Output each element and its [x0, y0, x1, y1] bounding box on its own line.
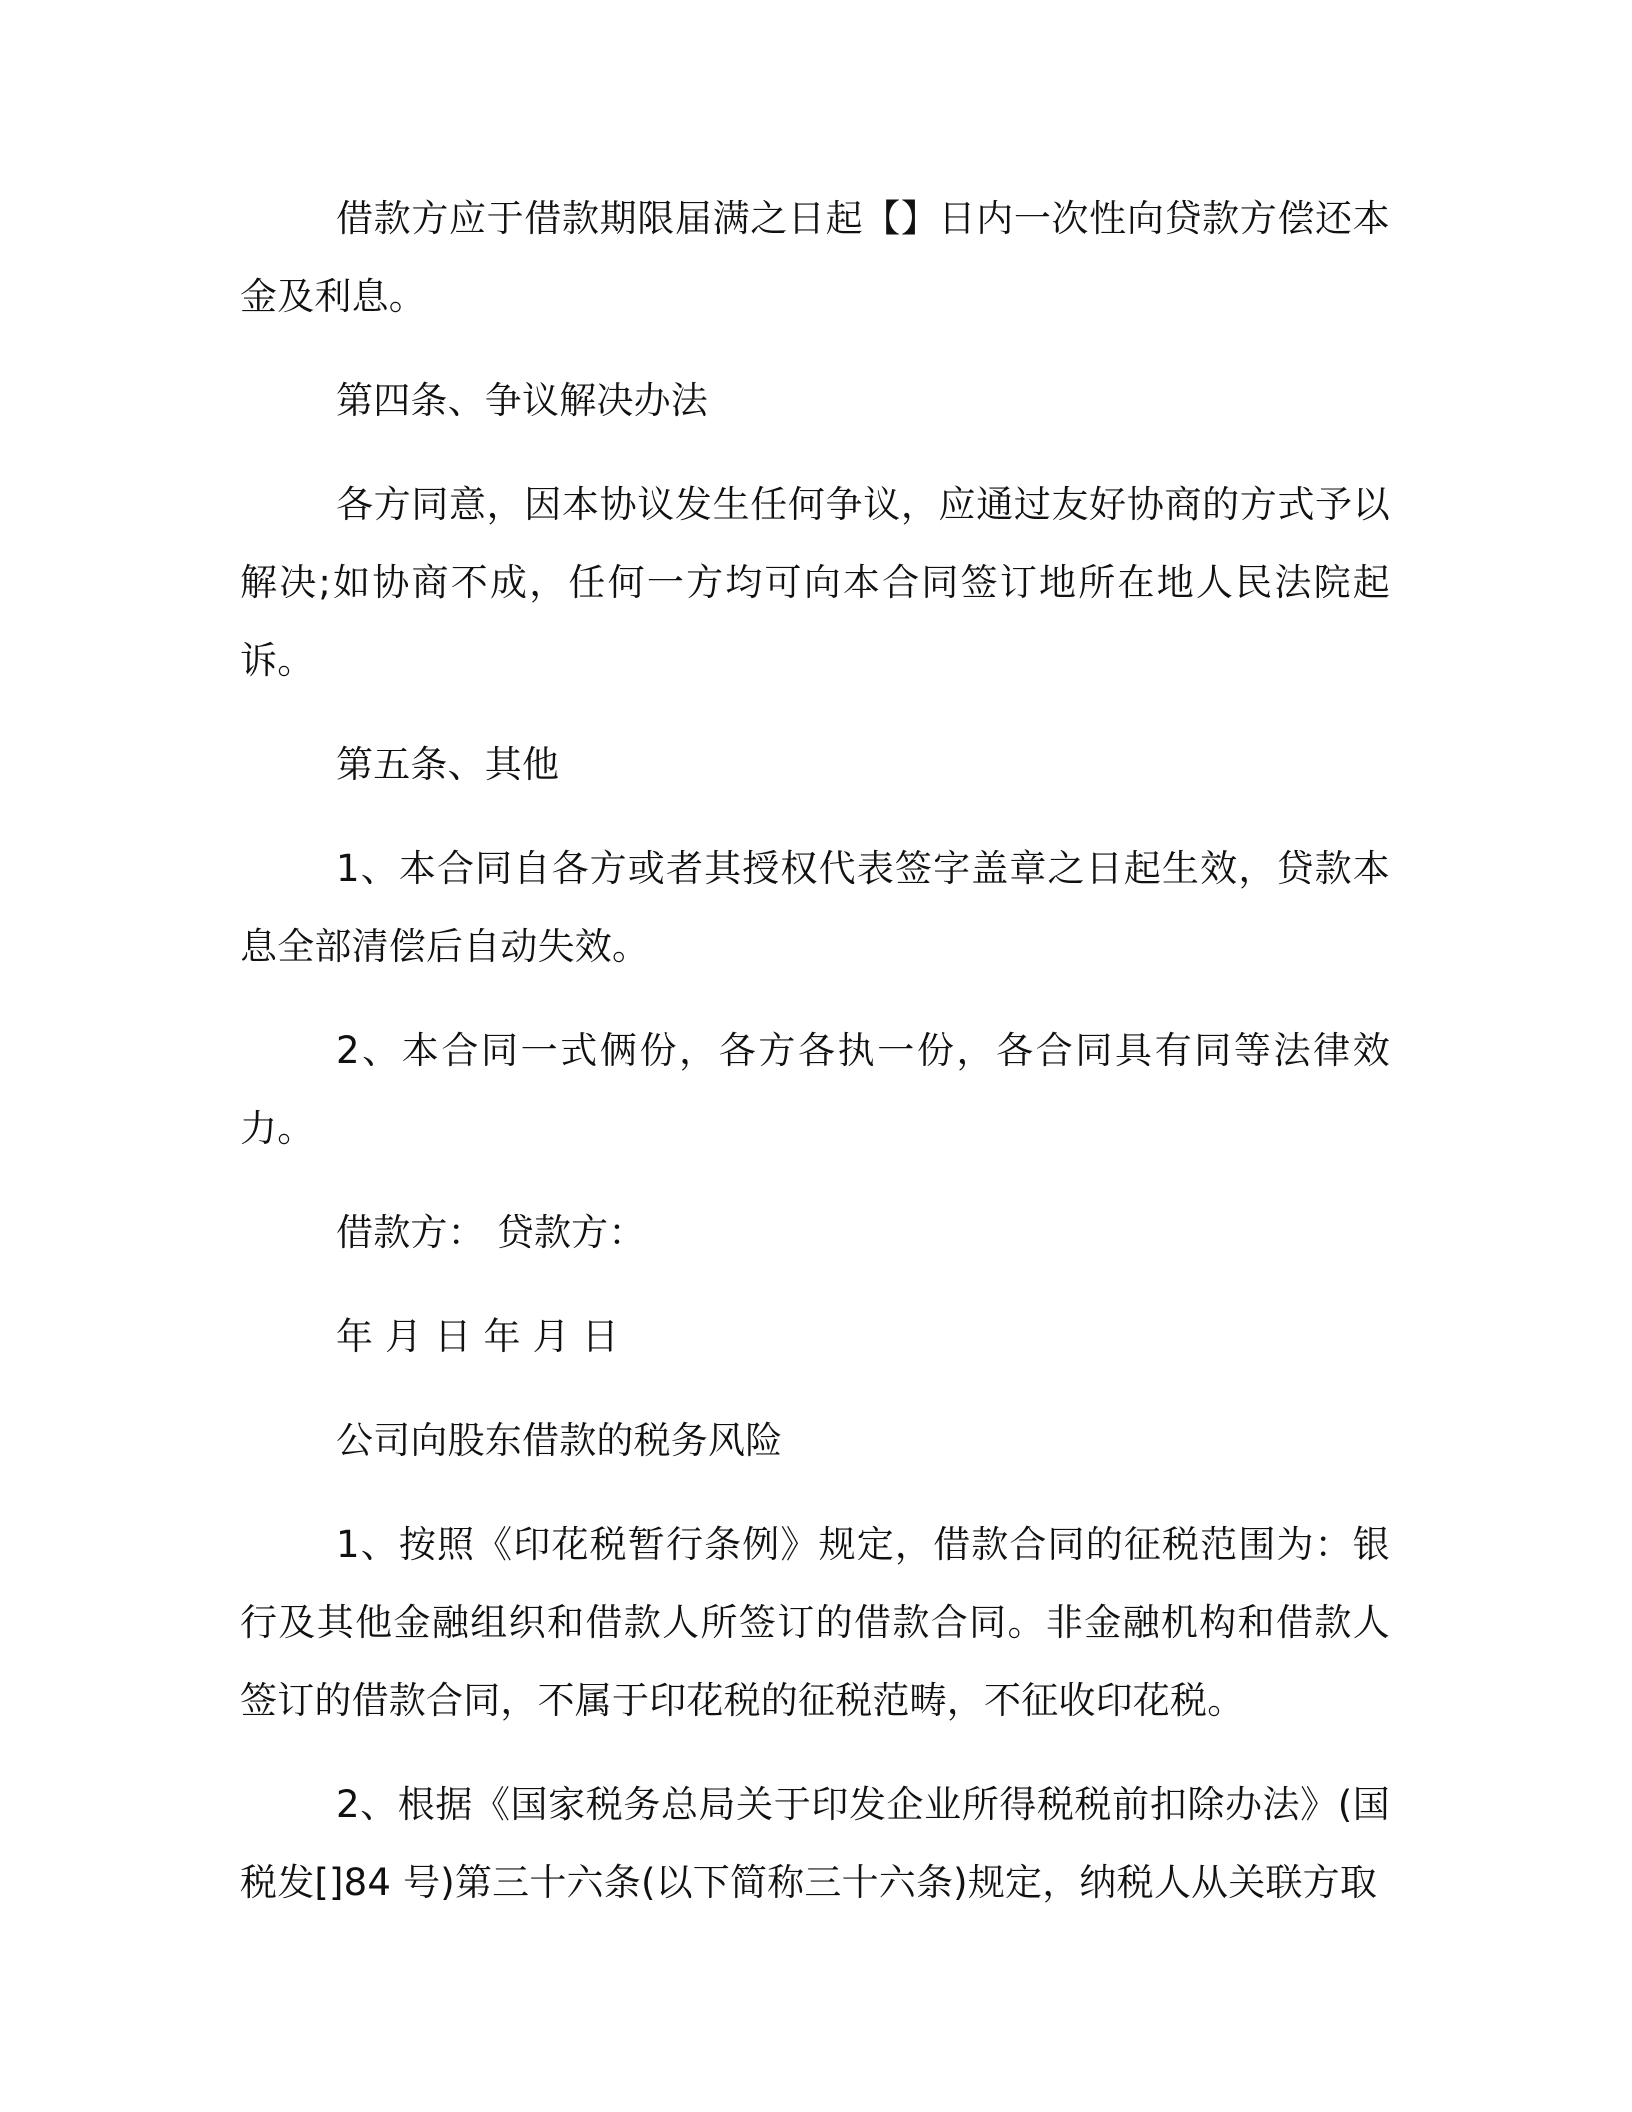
paragraph-dispute-resolution: 各方同意，因本协议发生任何争议，应通过友好协商的方式予以解决;如协商不成，任何一方均可向本合同签订地所在地人民法院起诉。	[240, 483, 1390, 682]
signature-line: 借款方： 贷款方：	[336, 1211, 646, 1254]
paragraph-income-tax-deduction: 2、根据《国家税务总局关于印发企业所得税税前扣除办法》(国税发[]84 号)第三十六条(以下简称三十六条)规定，纳税人从关联方取	[240, 1783, 1390, 1904]
heading-article-5: 第五条、其他	[336, 743, 560, 786]
heading-article-4: 第四条、争议解决办法	[336, 379, 708, 422]
heading-tax-risk: 公司向股东借款的税务风险	[336, 1419, 783, 1462]
paragraph-copies: 2、本合同一式俩份，各方各执一份，各合同具有同等法律效力。	[240, 1029, 1390, 1150]
paragraph-effective-date: 1、本合同自各方或者其授权代表签字盖章之日起生效，贷款本息全部清偿后自动失效。	[240, 847, 1390, 968]
document-body	[240, 180, 1390, 1948]
date-line: 年 月 日 年 月 日	[336, 1315, 620, 1358]
paragraph-repayment-term: 借款方应于借款期限届满之日起【】日内一次性向贷款方偿还本金及利息。	[240, 197, 1390, 318]
paragraph-stamp-duty: 1、按照《印花税暂行条例》规定，借款合同的征税范围为：银行及其他金融组织和借款人所签订的借款合同。非金融机构和借款人签订的借款合同，不属于印花税的征税范畴，不征收印花税。	[240, 1523, 1390, 1722]
